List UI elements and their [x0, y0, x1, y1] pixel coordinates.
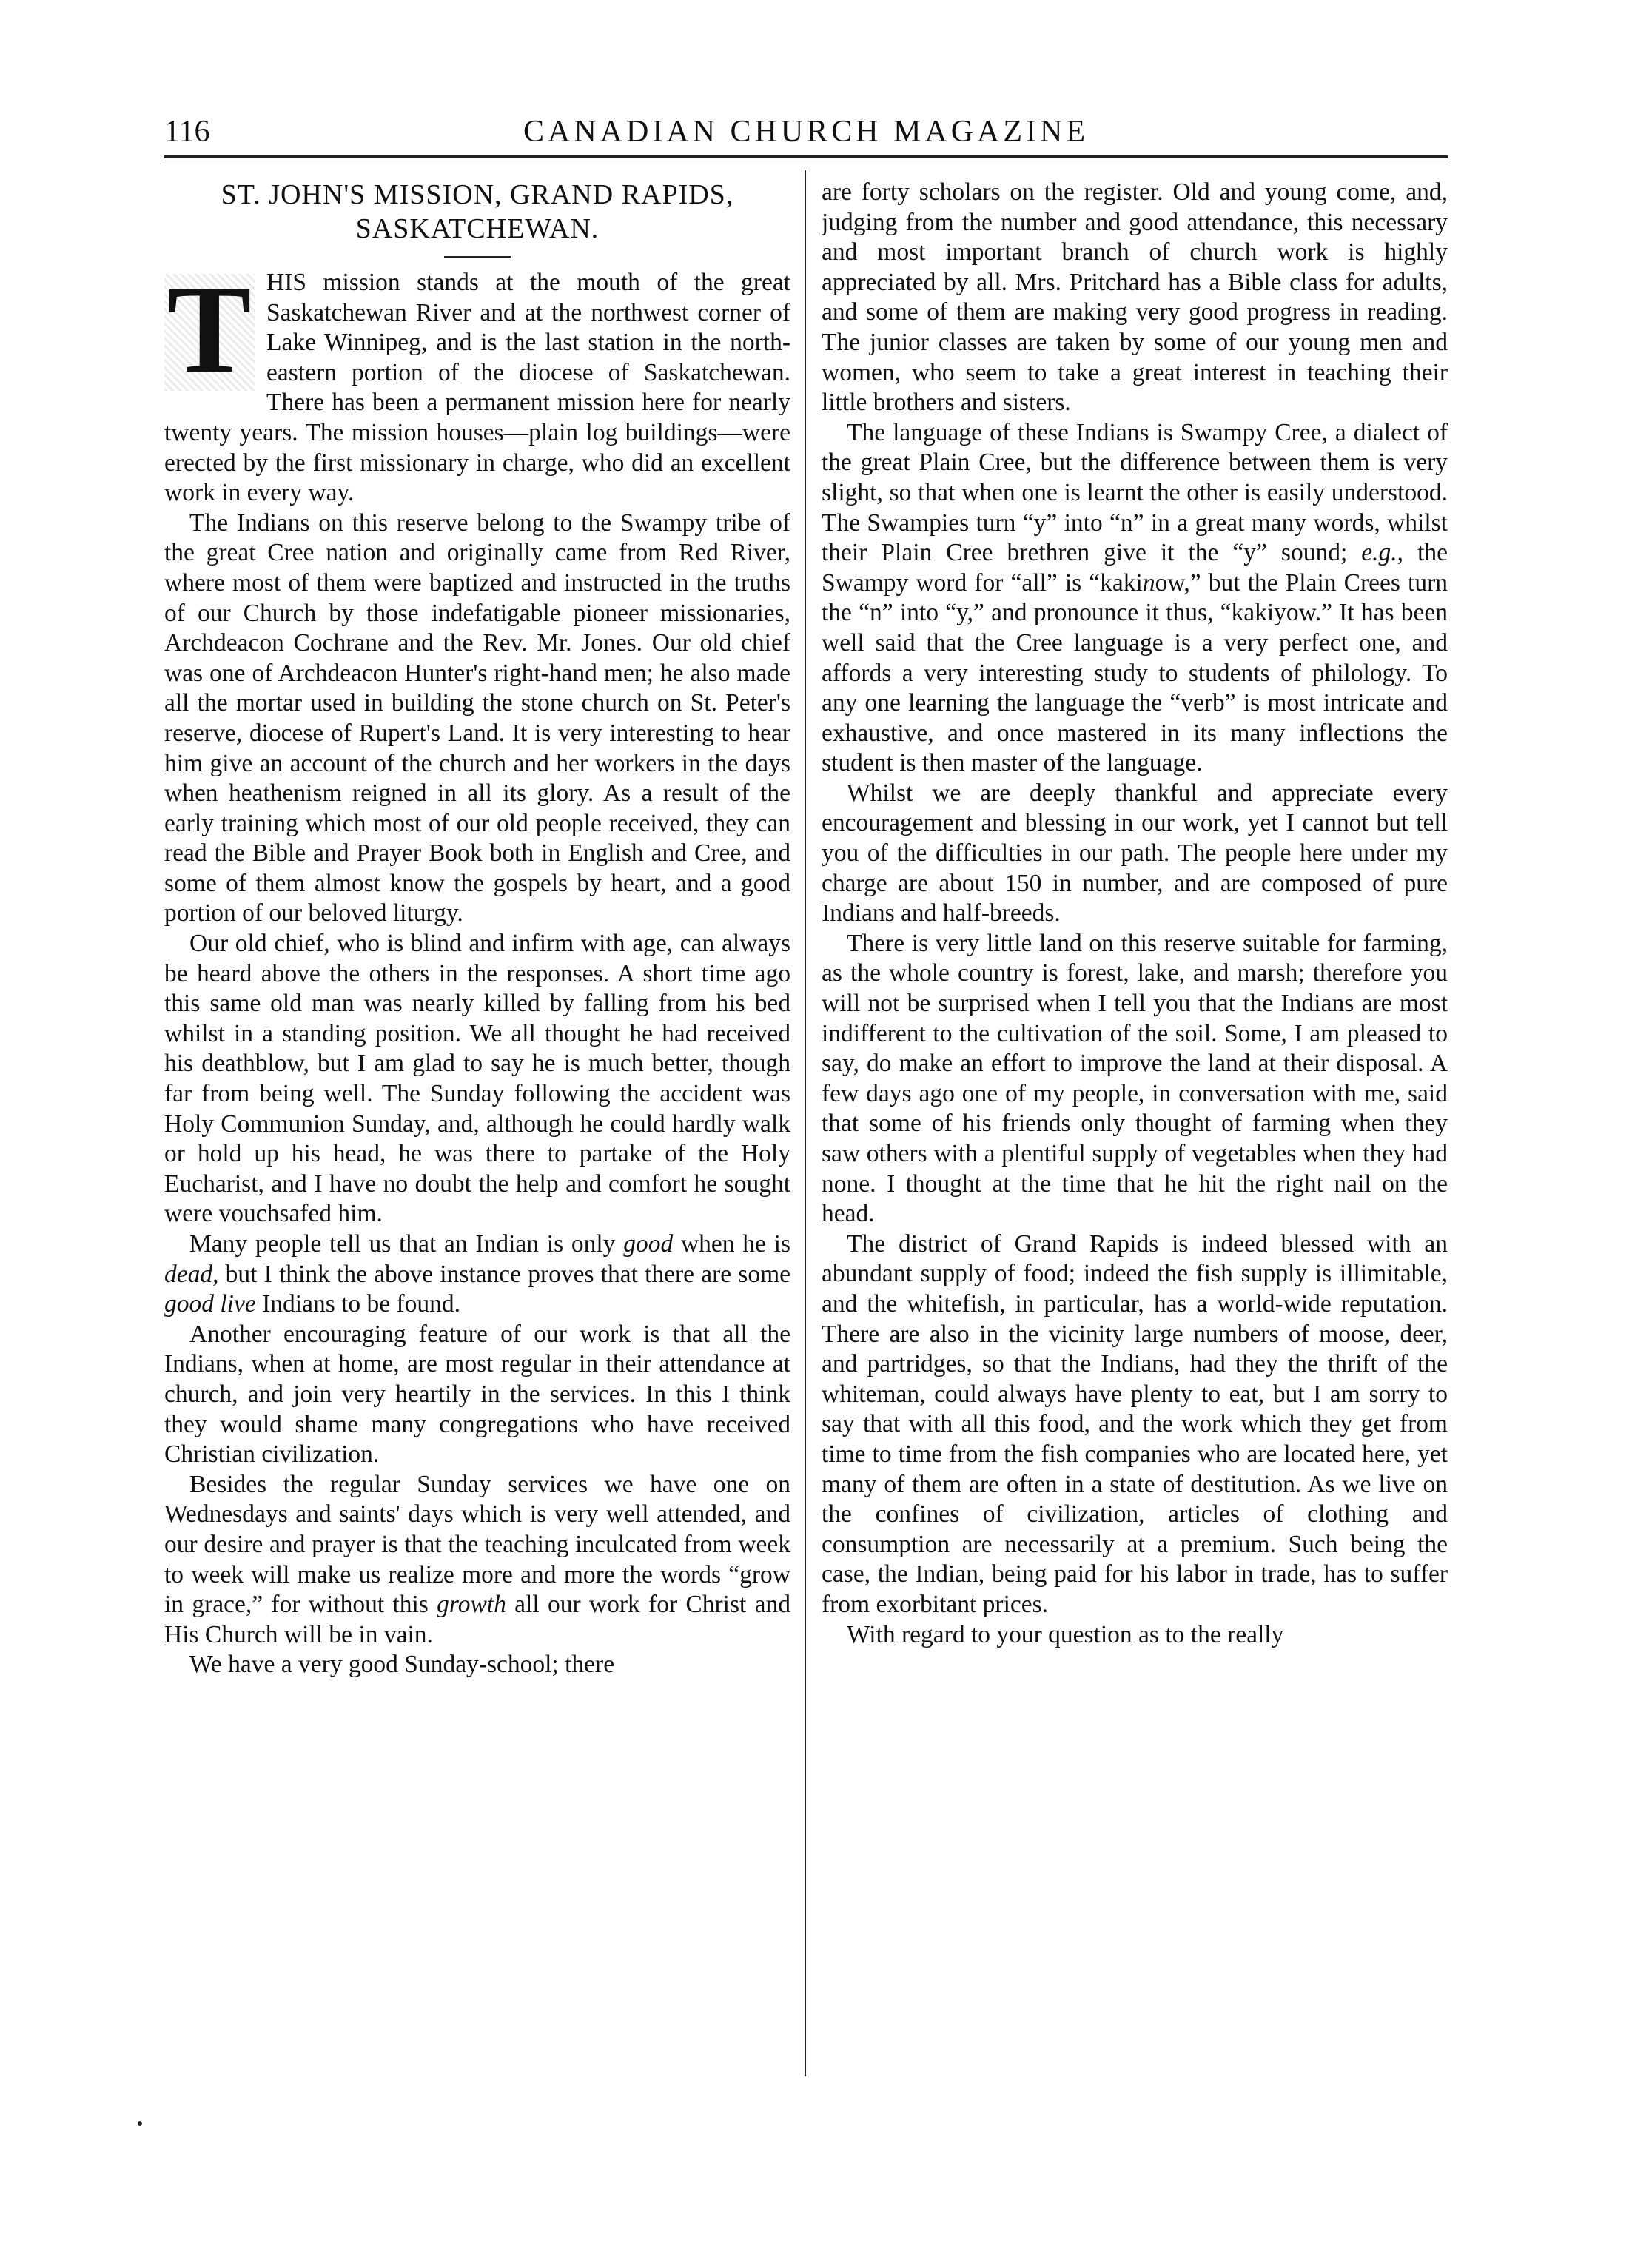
title-divider	[444, 256, 511, 258]
header-rule	[164, 155, 1448, 161]
paragraph: Besides the regular Sunday services we have one on Wednesdays and saints' days which is very well attended, and our desire and prayer is that the teaching inculcated from week to week will make us realize more and more the words “grow in grace,” for without this growth all our work for Christ and His Church will be in vain.	[164, 1470, 790, 1648]
paragraph: Many people tell us that an Indian is only good when he is dead, but I think the above instance proves that there are some good live Indians to be found.	[164, 1230, 790, 1318]
emphasis: good live	[164, 1290, 256, 1318]
paragraph: The language of these Indians is Swampy Cree, a dialect of the great Plain Cree, but the difference between them is very slight, so that when one is learnt the other is easily understood. The Swampies turn “y” into “n” in a great many words, whilst their Plain Cree brethren give it the “y” sound; e.g., the Swampy word for “all” is “kakinow,” but the Plain Crees turn the “n” into “y,” and pronounce it thus, “kakiyow.” It has been well said that the Cree language is a very perfect one, and affords a very interesting study to students of philology. To any one learning the language the “verb” is most intricate and exhaustive, and once mastered in its many inflections the student is then master of the language.	[822, 418, 1448, 777]
paragraph: We have a very good Sunday-school; there	[189, 1651, 615, 1679]
paragraph: HIS mission stands at the mouth of the great Saskatchewan River and at the northwest corner of Lake Winnipeg, and is the last station in the north-eastern portion of the diocese of Saskatchewan. There has been a permanent mission here for nearly twenty years. The mission houses—plain log buildings—were erected by the first missionary in charge, who did an excellent work in every way.	[164, 269, 790, 507]
left-column	[164, 178, 790, 2117]
emphasis: good	[623, 1230, 674, 1258]
emphasis: growth	[437, 1591, 506, 1619]
page-header	[164, 110, 1448, 154]
paragraph: are forty scholars on the register. Old and young come, and, judging from the number and good attendance, this necessary and most important branch of church work is highly appreciated by all. Mrs. Pritchard has a Bible class for adults, and some of them are making very good progress in reading. The junior classes are taken by some of our young men and women, who seem to take a great interest in teaching their little brothers and sisters.	[822, 178, 1448, 417]
paragraph: There is very little land on this reserve suitable for farming, as the whole country is forest, lake, and marsh; therefore you will not be surprised when I tell you that the Indians are most indifferent to the cultivation of the soil. Some, I am pleased to say, do make an effort to improve the land at their disposal. A few days ago one of my people, in conversation with me, said that some of his friends only thought of farming when they saw others with a plentiful supply of vegetables when they had none. I thought at the time that he hit the right nail on the head.	[822, 929, 1448, 1228]
emphasis: dead	[164, 1260, 213, 1288]
paragraph: With regard to your question as to the really	[847, 1620, 1284, 1648]
emphasis: e.g.	[1361, 539, 1397, 567]
page-number: 116	[164, 115, 210, 149]
drop-cap-ornament: T	[164, 274, 255, 391]
margin-dot	[138, 2121, 142, 2126]
paragraph: The Indians on this reserve belong to the Swampy tribe of the great Cree nation and originally came from Red River, where most of them were baptized and instructed in the truths of our Church by those indefatigable pioneer missionaries, Archdeacon Cochrane and the Rev. Mr. Jones. Our old chief was one of Archdeacon Hunter's right-hand men; he also made all the mortar used in building the stone church on St. Peter's reserve, diocese of Rupert's Land. It is very interesting to hear him give an account of the church and her workers in the days when heathenism reigned in all its glory. As a result of the early training which most of our old people received, they can read the Bible and Prayer Book both in English and Cree, and some of them almost know the gospels by heart, and a good portion of our beloved liturgy.	[164, 509, 790, 927]
paragraph: Another encouraging feature of our work is that all the Indians, when at home, are most regular in their attendance at church, and join very heartily in the services. In this I think they would shame many congregations who have received Christian civilization.	[164, 1320, 790, 1469]
emphasis: n	[1142, 568, 1155, 597]
right-column	[822, 178, 1448, 2117]
paragraph: The district of Grand Rapids is indeed blessed with an abundant supply of food; indeed the fish supply is illimitable, and the whitefish, in particular, has a world-wide reputation. There are also in the vicinity large numbers of moose, deer, and partridges, so that the Indians, had they the thrift of the whiteman, could always have plenty to eat, but I am sorry to say that with all this food, and the work which they get from time to time from the fish companies who are located here, yet many of them are often in a state of destitution. As we live on the confines of civilization, articles of clothing and consumption are necessarily at a premium. Such being the case, the Indian, being paid for his labor in trade, has to suffer from exorbitant prices.	[822, 1229, 1448, 1618]
paragraph: Whilst we are deeply thankful and appreciate every encouragement and blessing in our work, yet I cannot but tell you of the difficulties in our path. The people here under my charge are about 150 in number, and are composed of pure Indians and half-breeds.	[822, 779, 1448, 927]
running-title: CANADIAN CHURCH MAGAZINE	[523, 115, 1089, 149]
column-divider	[805, 170, 806, 2076]
article-title: ST. JOHN'S MISSION, GRAND RAPIDS, SASKATCHEWAN.	[221, 179, 734, 244]
paragraph: Our old chief, who is blind and infirm with age, can always be heard above the others in the responses. A short time ago this same old man was nearly killed by falling from his bed whilst in a standing position. We all thought he had received his deathblow, but I am glad to say he is much better, though far from being well. The Sunday following the accident was Holy Communion Sunday, and, although he could hardly walk or hold up his head, he was there to partake of the Holy Eucharist, and I have no doubt the help and comfort he sought were vouchsafed him.	[164, 930, 790, 1228]
